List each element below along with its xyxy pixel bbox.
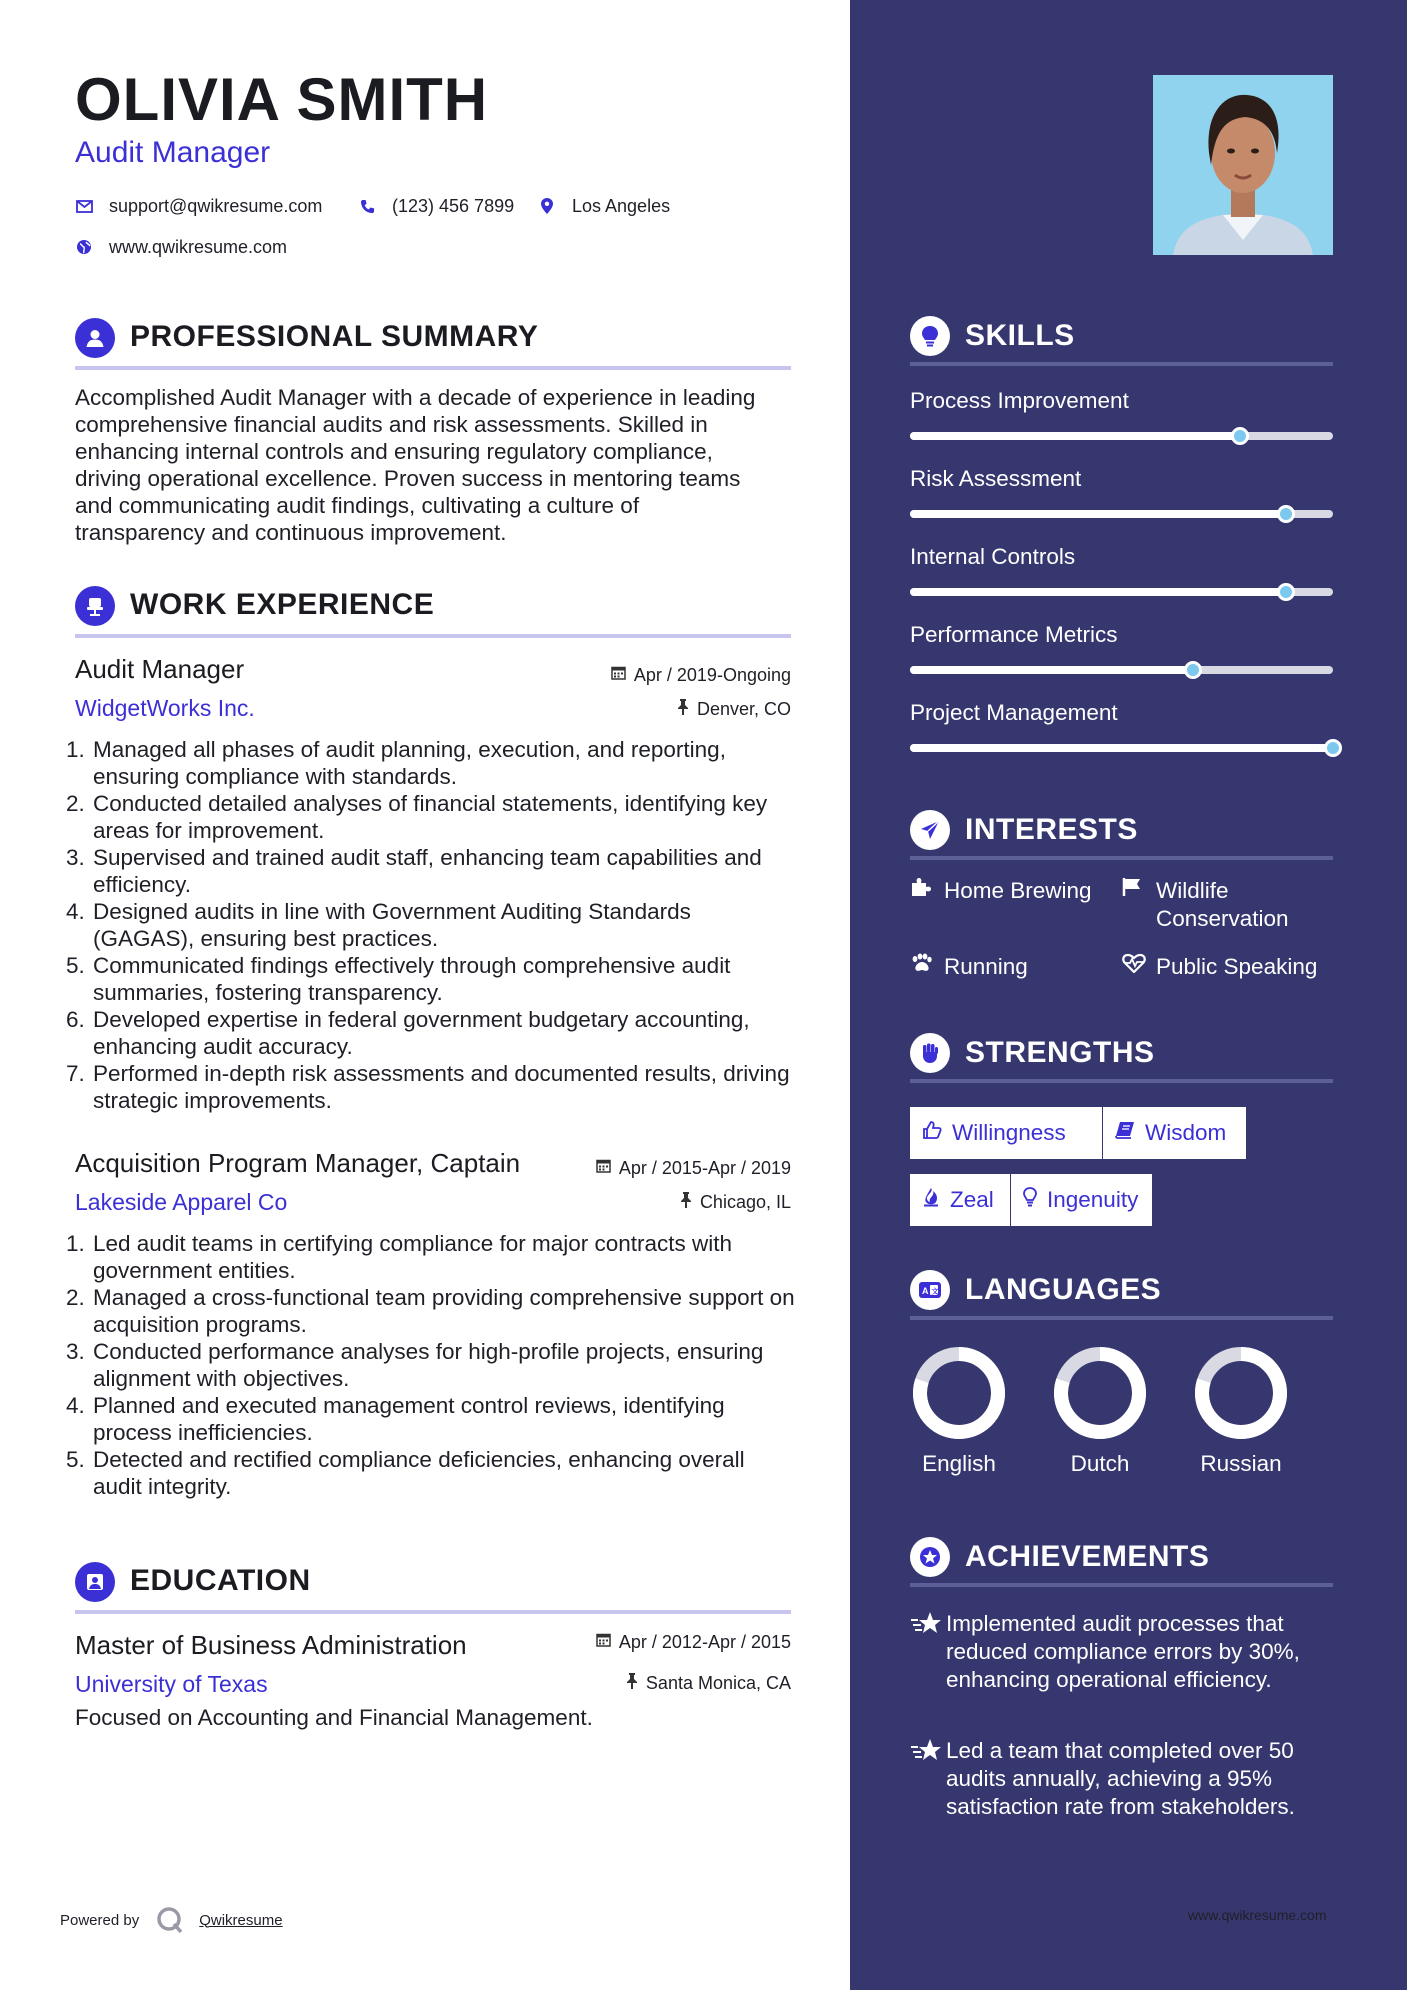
- skill-level-knob: [1277, 583, 1295, 601]
- strength-tag: [910, 1107, 1102, 1159]
- raised-fist-icon: [910, 1033, 950, 1073]
- strength-label: Wisdom: [1145, 1120, 1227, 1145]
- puzzle-icon: [910, 877, 934, 905]
- school-name: University of Texas: [75, 1671, 268, 1697]
- book-icon: [1115, 1121, 1135, 1145]
- skills-title: SKILLS: [965, 319, 1075, 352]
- education-location-text: Santa Monica, CA: [645, 1673, 791, 1693]
- phone-text: (123) 456 7899: [392, 196, 515, 216]
- strength-label: Zeal: [950, 1187, 994, 1212]
- powered-by-label: Powered by: [60, 1911, 140, 1929]
- education-dates-text: Apr / 2012-Apr / 2015: [618, 1631, 791, 1652]
- list-item: 5. Detected and rectified compliance deficiencies, enhancing overall audit integrity.: [66, 1447, 745, 1499]
- language-item: [909, 1343, 1009, 1476]
- svg-text:A: A: [922, 1286, 929, 1296]
- language-donut: [1050, 1343, 1150, 1443]
- star-badge-icon: [910, 1537, 950, 1577]
- job-bullets: [66, 1230, 796, 1500]
- language-label: Dutch: [1070, 1451, 1130, 1476]
- paper-plane-icon: [910, 810, 950, 850]
- user-icon: [75, 318, 115, 358]
- language-label: Russian: [1200, 1451, 1282, 1476]
- list-item: 4. Planned and executed management control reviews, identifying process inefficiencies.: [66, 1393, 725, 1445]
- job-bullets: [66, 736, 796, 1114]
- education-location: [626, 1673, 791, 1693]
- list-item: 1. Led audit teams in certifying compliance for major contracts with government entities.: [66, 1231, 733, 1283]
- list-item: 2. Managed a cross-functional team providing comprehensive support on acquisition programs.: [66, 1285, 795, 1337]
- company-name: Lakeside Apparel Co: [75, 1189, 288, 1215]
- job-location: [680, 1192, 791, 1212]
- interest-label: Running: [944, 954, 1028, 979]
- footer-url[interactable]: www.qwikresume.com: [1188, 1907, 1327, 1923]
- strength-label: Ingenuity: [1047, 1187, 1139, 1212]
- education-title: EDUCATION: [130, 1564, 311, 1597]
- skill-level-knob: [1184, 661, 1202, 679]
- strengths-heading: [910, 1033, 1333, 1083]
- achievements-title: ACHIEVEMENTS: [965, 1540, 1210, 1573]
- degree-title: Master of Business Administration: [75, 1630, 467, 1660]
- language-item: [1191, 1343, 1291, 1476]
- qwikresume-logo-icon: [155, 1905, 185, 1935]
- interest-label: Wildlife Conservation: [1156, 878, 1289, 931]
- powered-by: [60, 1905, 283, 1935]
- interests-heading: [910, 810, 1333, 860]
- calendar-icon: [596, 1632, 611, 1651]
- pushpin-icon: [626, 1673, 638, 1693]
- candidate-name: OLIVIA SMITH: [75, 66, 489, 133]
- pushpin-icon: [677, 699, 689, 719]
- translate-icon: [910, 1270, 950, 1310]
- skill-label: Process Improvement: [910, 388, 1129, 413]
- interest-item: [910, 877, 1092, 905]
- skill-level-knob: [1277, 505, 1295, 523]
- skill-bar: [910, 744, 1333, 752]
- skill-bar-fill: [910, 744, 1333, 752]
- skill-bar: [910, 510, 1333, 518]
- flag-icon: [1122, 877, 1146, 933]
- skill-bar-fill: [910, 432, 1240, 440]
- achievements-heading: [910, 1537, 1333, 1587]
- language-donut: [1191, 1343, 1291, 1443]
- education-heading: [75, 1560, 791, 1614]
- email-contact[interactable]: [75, 197, 322, 215]
- interest-label: Home Brewing: [944, 878, 1092, 903]
- job-title: Audit Manager: [75, 654, 245, 684]
- list-item: 2. Conducted detailed analyses of financial statements, identifying key areas for improvement.: [66, 791, 768, 843]
- list-item: 6. Developed expertise in federal government budgetary accounting, enhancing audit accuracy.: [66, 1007, 750, 1059]
- job-location: [677, 699, 791, 719]
- strength-tag: [1103, 1107, 1246, 1159]
- strength-label: Willingness: [952, 1120, 1066, 1145]
- interests-title: INTERESTS: [965, 813, 1138, 846]
- skill-label: Performance Metrics: [910, 622, 1118, 647]
- achievement-text: Implemented audit processes that reduced compliance errors by 30%, enhancing operational efficiency.: [946, 1611, 1300, 1692]
- website-text: www.qwikresume.com: [109, 237, 288, 257]
- job-location-text: Denver, CO: [696, 699, 791, 719]
- strength-tag: [910, 1174, 1010, 1226]
- skill-level-knob: [1231, 427, 1249, 445]
- thumbs-up-icon: [922, 1120, 942, 1146]
- phone-contact[interactable]: [358, 197, 514, 215]
- job-dates: [596, 1158, 791, 1177]
- list-item: 7. Performed in-depth risk assessments and documented results, driving strategic improvements.: [66, 1061, 790, 1113]
- graduate-icon: [75, 1562, 115, 1602]
- skill-bar: [910, 666, 1333, 674]
- skill-bar-fill: [910, 666, 1193, 674]
- phone-icon: [358, 199, 376, 214]
- education-description: Focused on Accounting and Financial Management.: [75, 1705, 593, 1730]
- job-dates-text: Apr / 2015-Apr / 2019: [618, 1157, 791, 1178]
- job-location-text: Chicago, IL: [699, 1192, 791, 1212]
- job-title: Acquisition Program Manager, Captain: [75, 1148, 521, 1178]
- company-name: WidgetWorks Inc.: [75, 695, 255, 721]
- strengths-title: STRENGTHS: [965, 1036, 1155, 1069]
- envelope-icon: [75, 200, 93, 213]
- list-item: 3. Supervised and trained audit staff, enhancing team capabilities and efficiency.: [66, 845, 762, 897]
- skill-level-knob: [1324, 739, 1342, 757]
- skill-bar-fill: [910, 510, 1286, 518]
- language-donut: [909, 1343, 1009, 1443]
- skill-bar: [910, 588, 1333, 596]
- summary-title: PROFESSIONAL SUMMARY: [130, 320, 539, 353]
- skill-label: Internal Controls: [910, 544, 1076, 569]
- globe-icon: [75, 239, 93, 255]
- fire-icon: [922, 1187, 940, 1213]
- website-contact[interactable]: [75, 238, 287, 256]
- location-text: Los Angeles: [572, 196, 671, 216]
- achievement-item: [910, 1737, 1333, 1821]
- skill-bar: [910, 432, 1333, 440]
- language-label: English: [922, 1451, 996, 1476]
- job-dates-text: Apr / 2019-Ongoing: [633, 664, 791, 685]
- languages-title: LANGUAGES: [965, 1273, 1162, 1306]
- shooting-star-icon: [910, 1737, 946, 1821]
- candidate-title: Audit Manager: [75, 136, 271, 169]
- skill-label: Risk Assessment: [910, 466, 1082, 491]
- interest-item: [1122, 877, 1332, 933]
- svg-text:文: 文: [931, 1288, 939, 1296]
- lightbulb-outline-icon: [1023, 1187, 1037, 1213]
- languages-heading: [910, 1270, 1333, 1320]
- list-item: 5. Communicated findings effectively through comprehensive audit summaries, fostering transparency.: [66, 953, 731, 1005]
- list-item: 1. Managed all phases of audit planning, execution, and reporting, ensuring compliance with standards.: [66, 737, 726, 789]
- pushpin-icon: [680, 1192, 692, 1212]
- briefcase-chair-icon: [75, 586, 115, 626]
- summary-text: Accomplished Audit Manager with a decade of experience in leading comprehensive financial audits and risk assessments. Skilled in enhancing internal controls and ensuring regulatory compliance, driving operational excellence. Proven success in mentoring teams and communicating audit findings, cultivating a culture of transparency and continuous improvement.: [75, 385, 756, 545]
- experience-title: WORK EXPERIENCE: [130, 588, 435, 621]
- sidebar: [850, 0, 1407, 1990]
- skill-label: Project Management: [910, 700, 1118, 725]
- skills-heading: [910, 316, 1333, 366]
- interest-label: Public Speaking: [1156, 954, 1318, 979]
- heartbeat-icon: [1122, 953, 1146, 981]
- calendar-icon: [611, 665, 626, 684]
- achievement-text: Led a team that completed over 50 audits annually, achieving a 95% satisfaction rate from stakeholders.: [946, 1738, 1295, 1819]
- education-dates: [596, 1632, 791, 1651]
- interest-item: [1122, 953, 1332, 981]
- list-item: 3. Conducted performance analyses for high-profile projects, ensuring alignment with objectives.: [66, 1339, 764, 1391]
- list-item: 4. Designed audits in line with Government Auditing Standards (GAGAS), ensuring best practices.: [66, 899, 691, 951]
- paw-icon: [910, 953, 934, 981]
- achievement-item: [910, 1610, 1333, 1694]
- email-text: support@qwikresume.com: [109, 196, 323, 216]
- summary-heading: [75, 316, 791, 370]
- map-pin-icon: [538, 198, 556, 214]
- calendar-icon: [596, 1158, 611, 1177]
- lightbulb-icon: [910, 316, 950, 356]
- qwikresume-link[interactable]: Qwikresume: [199, 1911, 283, 1929]
- location-contact: [538, 197, 670, 215]
- job-dates: [611, 665, 791, 684]
- experience-heading: [75, 584, 791, 638]
- interest-item: [910, 953, 1028, 981]
- skill-bar-fill: [910, 588, 1286, 596]
- shooting-star-icon: [910, 1610, 946, 1694]
- profile-photo: [1153, 75, 1333, 255]
- language-item: [1050, 1343, 1150, 1476]
- strength-tag: [1011, 1174, 1152, 1226]
